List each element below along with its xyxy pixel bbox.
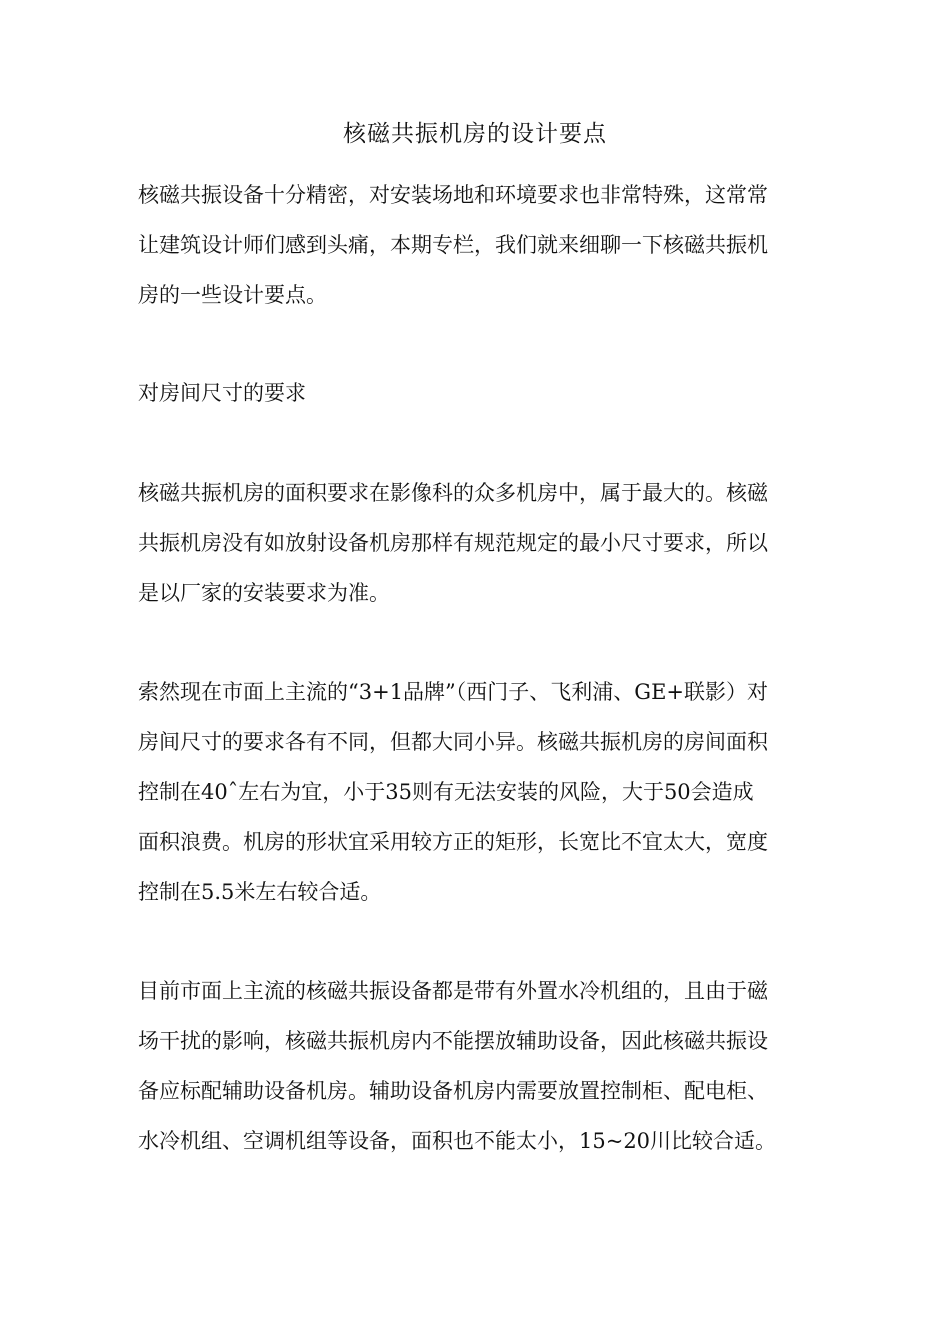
paragraph-line: 备应标配辅助设备机房。辅助设备机房内需要放置控制柜、配电柜、 — [138, 1079, 768, 1103]
intro-paragraph — [138, 170, 818, 320]
section-heading: 对房间尺寸的要求 — [138, 381, 306, 405]
paragraph-line: 水冷机组、空调机组等设备，面积也不能太小，15~20川比较合适。 — [138, 1129, 777, 1153]
paragraph-line: 核磁共振机房的面积要求在影像科的众多机房中，属于最大的。核磁 — [138, 481, 768, 505]
paragraph-line: 场干扰的影响，核磁共振机房内不能摆放辅助设备，因此核磁共振设 — [138, 1029, 768, 1053]
paragraph-line: 控制在5.5米左右较合适。 — [138, 880, 382, 904]
paragraph-line: 房间尺寸的要求各有不同，但都大同小异。核磁共振机房的房间面积 — [138, 730, 768, 754]
paragraph-line: 目前市面上主流的核磁共振设备都是带有外置水冷机组的，且由于磁 — [138, 979, 768, 1003]
paragraph-line: 核磁共振设备十分精密，对安装场地和环境要求也非常特殊，这常常 — [138, 183, 768, 207]
paragraph-line: 面积浪费。机房的形状宜采用较方正的矩形，长宽比不宜太大，宽度 — [138, 830, 768, 854]
paragraph-auxiliary-room — [138, 966, 818, 1166]
document-title: 核磁共振机房的设计要点 — [343, 121, 607, 147]
paragraph-line: 是以厂家的安装要求为准。 — [138, 581, 390, 605]
paragraph-line: 让建筑设计师们感到头痛，本期专栏，我们就来细聊一下核磁共振机 — [138, 233, 768, 257]
paragraph-room-size — [138, 667, 818, 917]
paragraph-line: 控制在40ˆ左右为宜，小于35则有无法安装的风险，大于50会造成 — [138, 780, 754, 804]
paragraph-room-area — [138, 468, 818, 618]
paragraph-line: 共振机房没有如放射设备机房那样有规范规定的最小尺寸要求，所以 — [138, 531, 768, 555]
paragraph-line: 房的一些设计要点。 — [138, 283, 327, 307]
paragraph-line: 索然现在市面上主流的“3+1品牌”（西门子、飞利浦、GE+联影）对 — [138, 680, 768, 704]
